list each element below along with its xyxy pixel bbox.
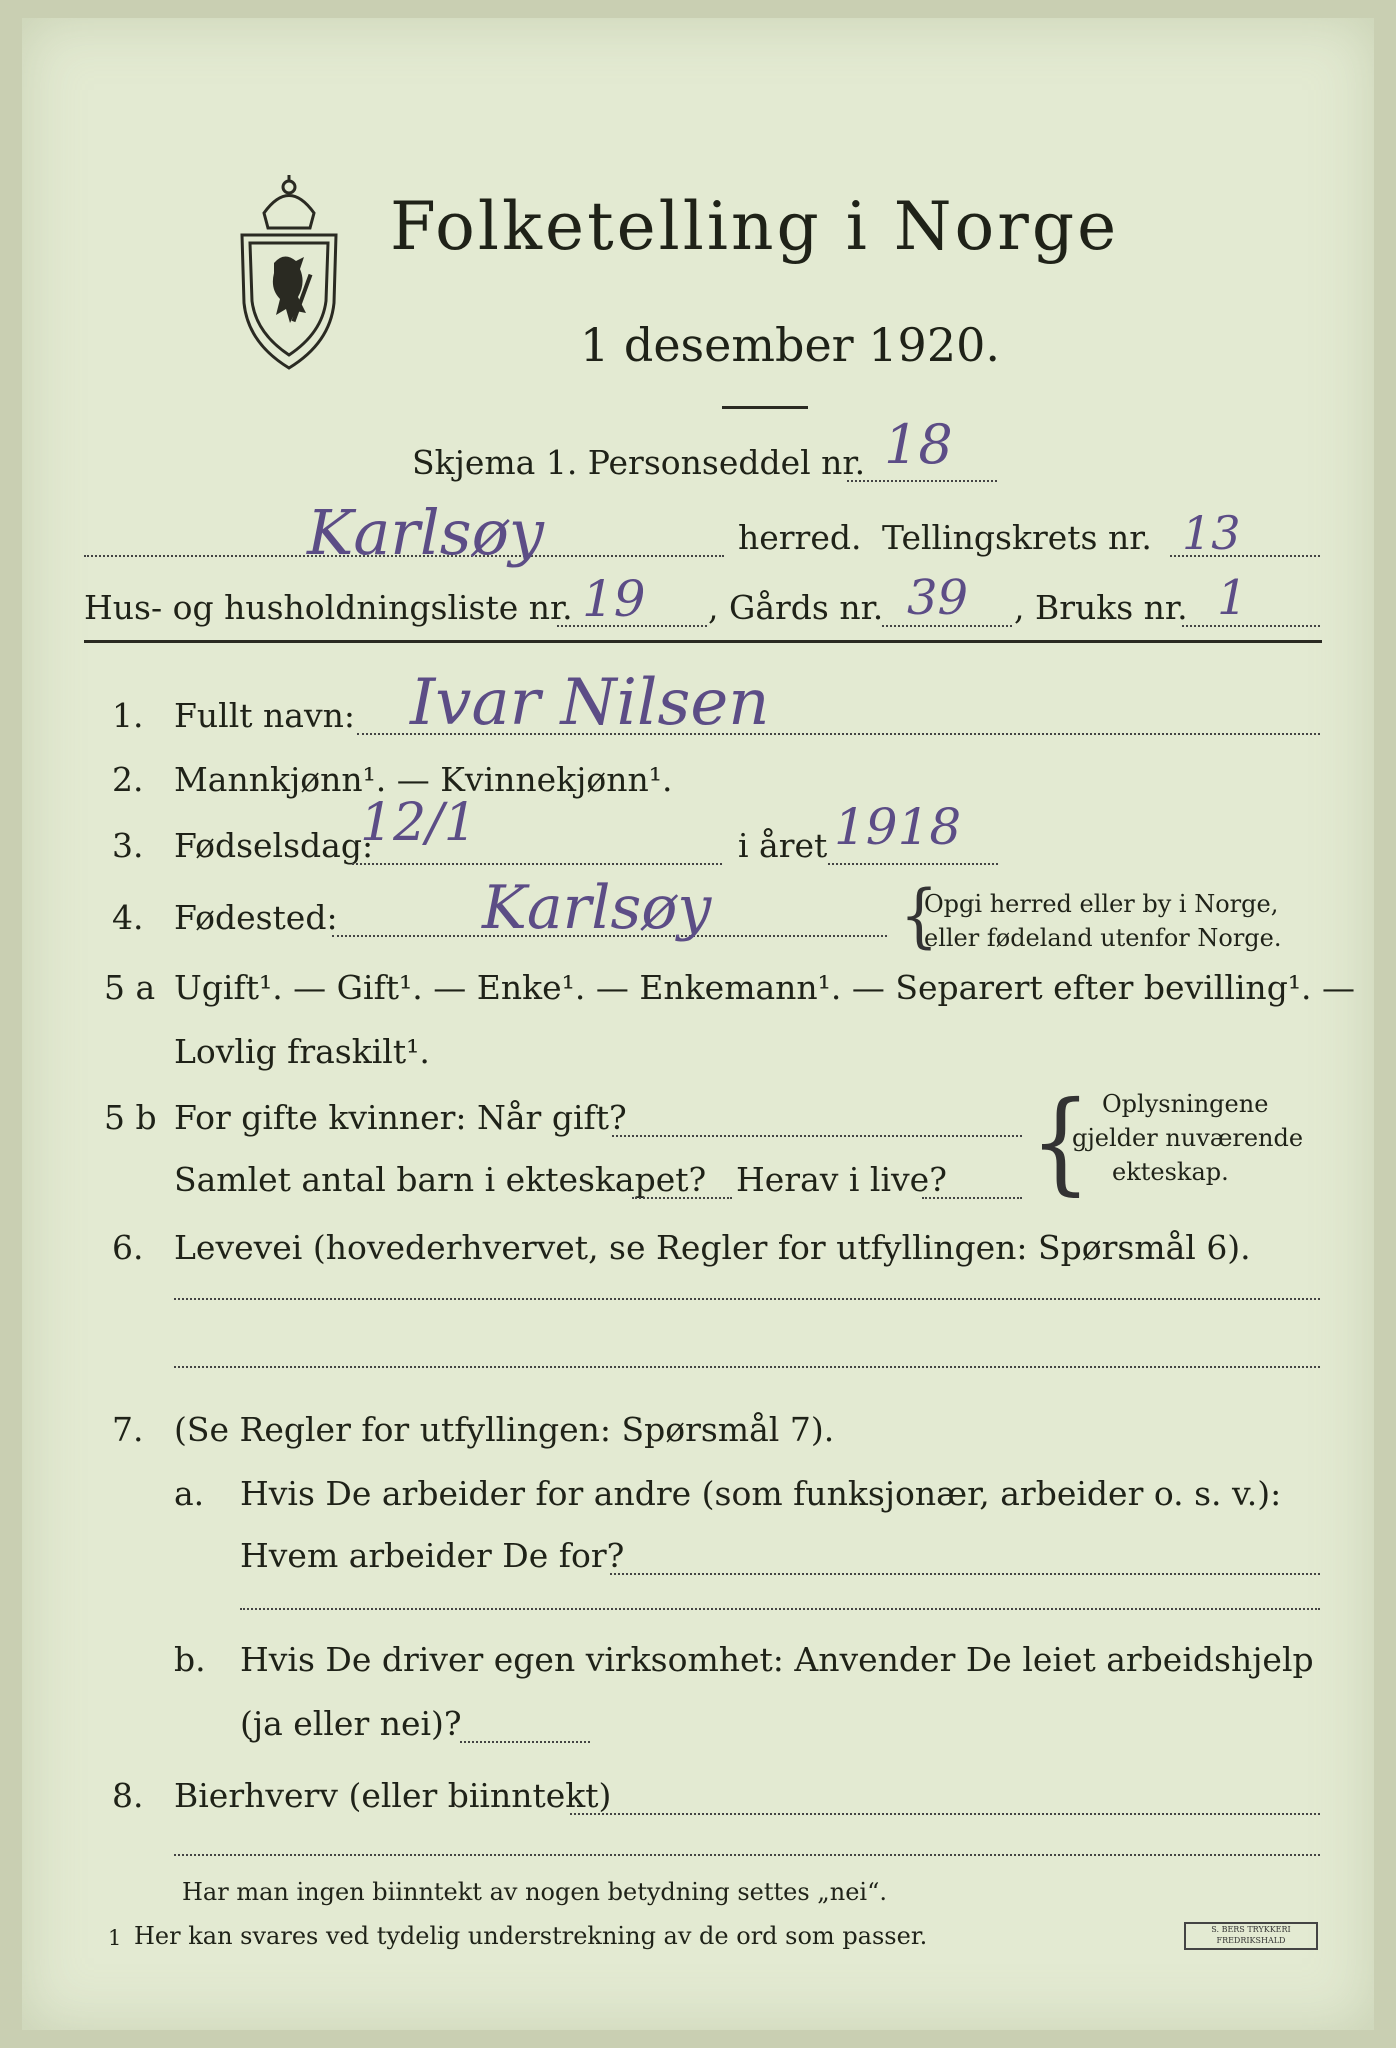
gards-value[interactable]: 39 [907, 570, 969, 626]
q8-label: Bierhverv (eller biinntekt) [174, 1776, 612, 1815]
form-title: Folketelling i Norge [390, 188, 1120, 265]
footnote-text: Her kan svares ved tydelig understrekning av de ord som passer. [134, 1922, 928, 1950]
footnote-mark: 1 [108, 1926, 122, 1950]
tellingskrets-label: Tellingskrets nr. [882, 518, 1152, 557]
herred-value[interactable]: Karlsøy [307, 496, 544, 569]
bruks-value[interactable]: 1 [1217, 570, 1248, 626]
q4-birthplace-value[interactable]: Karlsøy [482, 873, 712, 943]
q5a-number: 5 a [104, 968, 156, 1007]
q3-year-line [828, 863, 998, 865]
schema-number-line [847, 480, 997, 482]
q5a-marital-options[interactable]: Ugift¹. — Gift¹. — Enke¹. — Enkemann¹. — Separert efter bevilling¹. — [174, 968, 1356, 1007]
schema-label: Skjema 1. Personseddel nr. [412, 443, 866, 482]
herred-label: herred. [738, 518, 862, 557]
q6-line2 [174, 1366, 1320, 1368]
q8-line2 [174, 1854, 1320, 1856]
tellingskrets-value[interactable]: 13 [1182, 506, 1241, 560]
schema-number-value[interactable]: 18 [884, 413, 953, 476]
q4-number: 4. [112, 898, 144, 937]
q1-number: 1. [112, 696, 144, 735]
q2-number: 2. [112, 760, 144, 799]
q6-number: 6. [112, 1228, 144, 1267]
q5a-marital-options-line2[interactable]: Lovlig fraskilt¹. [174, 1032, 430, 1071]
household-list-value[interactable]: 19 [582, 570, 646, 628]
q7b-label: Hvis De driver egen virksomhet: Anvender De leiet arbeidshjelp [240, 1640, 1314, 1679]
q6-line1 [174, 1298, 1320, 1300]
q3-line [352, 863, 722, 865]
q5b-note-line1: Oplysningene [1102, 1090, 1269, 1118]
q5b-brace: { [1030, 1077, 1092, 1207]
bruks-line [1182, 625, 1320, 627]
q7-number: 7. [112, 1410, 144, 1449]
q7a-label: Hvis De arbeider for andre (som funksjonær, arbeider o. s. v.): [240, 1474, 1282, 1513]
q8-line1 [570, 1813, 1320, 1815]
q5b-alive-label: Herav i live? [736, 1160, 947, 1199]
q1-full-name-value[interactable]: Ivar Nilsen [410, 666, 770, 740]
q5b-note-line3: ekteskap. [1112, 1158, 1229, 1186]
q7b-yes-no-label: (ja eller nei)? [240, 1704, 462, 1743]
q8-number: 8. [112, 1776, 144, 1815]
census-date: 1 desember 1920. [580, 318, 1000, 372]
q5b-alive-line [922, 1197, 1022, 1199]
q7a-employer-line [610, 1573, 1320, 1575]
q7-label: (Se Regler for utfyllingen: Spørsmål 7). [174, 1410, 835, 1449]
q7b-yes-no-line [460, 1741, 590, 1743]
q3-number: 3. [112, 826, 144, 865]
q5b-note-line2: gjelder nuværende [1072, 1124, 1304, 1152]
bruks-label: , Bruks nr. [1014, 588, 1188, 627]
q5b-married-line [612, 1135, 1022, 1137]
norwegian-coat-of-arms-icon [234, 173, 344, 373]
q8-note: Har man ingen biinntekt av nogen betydning settes „nei“. [182, 1878, 887, 1906]
header-divider [84, 640, 1322, 643]
q4-label: Fødested: [174, 898, 338, 937]
q5b-number: 5 b [104, 1098, 157, 1137]
q4-note-line1: Opgi herred eller by i Norge, [924, 890, 1279, 918]
q3-year-label: i året [738, 826, 828, 865]
q4-brace: { [900, 875, 939, 957]
household-list-label: Hus- og husholdningsliste nr. [84, 588, 573, 627]
q7a-line2 [240, 1608, 1320, 1610]
q2-sex-options[interactable]: Mannkjønn¹. — Kvinnekjønn¹. [174, 760, 673, 799]
q3-year-value[interactable]: 1918 [834, 798, 962, 856]
q1-label: Fullt navn: [174, 696, 355, 735]
q3-label: Fødselsdag: [174, 826, 374, 865]
census-form-sheet [22, 18, 1374, 2030]
q5b-children-label: Samlet antal barn i ekteskapet? [174, 1160, 707, 1199]
q7b-number: b. [174, 1640, 206, 1679]
title-rule [722, 406, 808, 409]
q5b-children-line [632, 1197, 732, 1199]
q3-birthdate-value[interactable]: 12/1 [360, 793, 477, 853]
q7a-employer-label: Hvem arbeider De for? [240, 1536, 625, 1575]
gards-label: , Gårds nr. [708, 588, 884, 627]
q7a-number: a. [174, 1474, 205, 1513]
q6-label: Levevei (hovederhvervet, se Regler for utfyllingen: Spørsmål 6). [174, 1228, 1251, 1267]
q5b-label: For gifte kvinner: Når gift? [174, 1098, 627, 1137]
q4-note-line2: eller fødeland utenfor Norge. [924, 924, 1282, 952]
printer-stamp: S. BERS TRYKKERI FREDRIKSHALD [1184, 1922, 1318, 1950]
